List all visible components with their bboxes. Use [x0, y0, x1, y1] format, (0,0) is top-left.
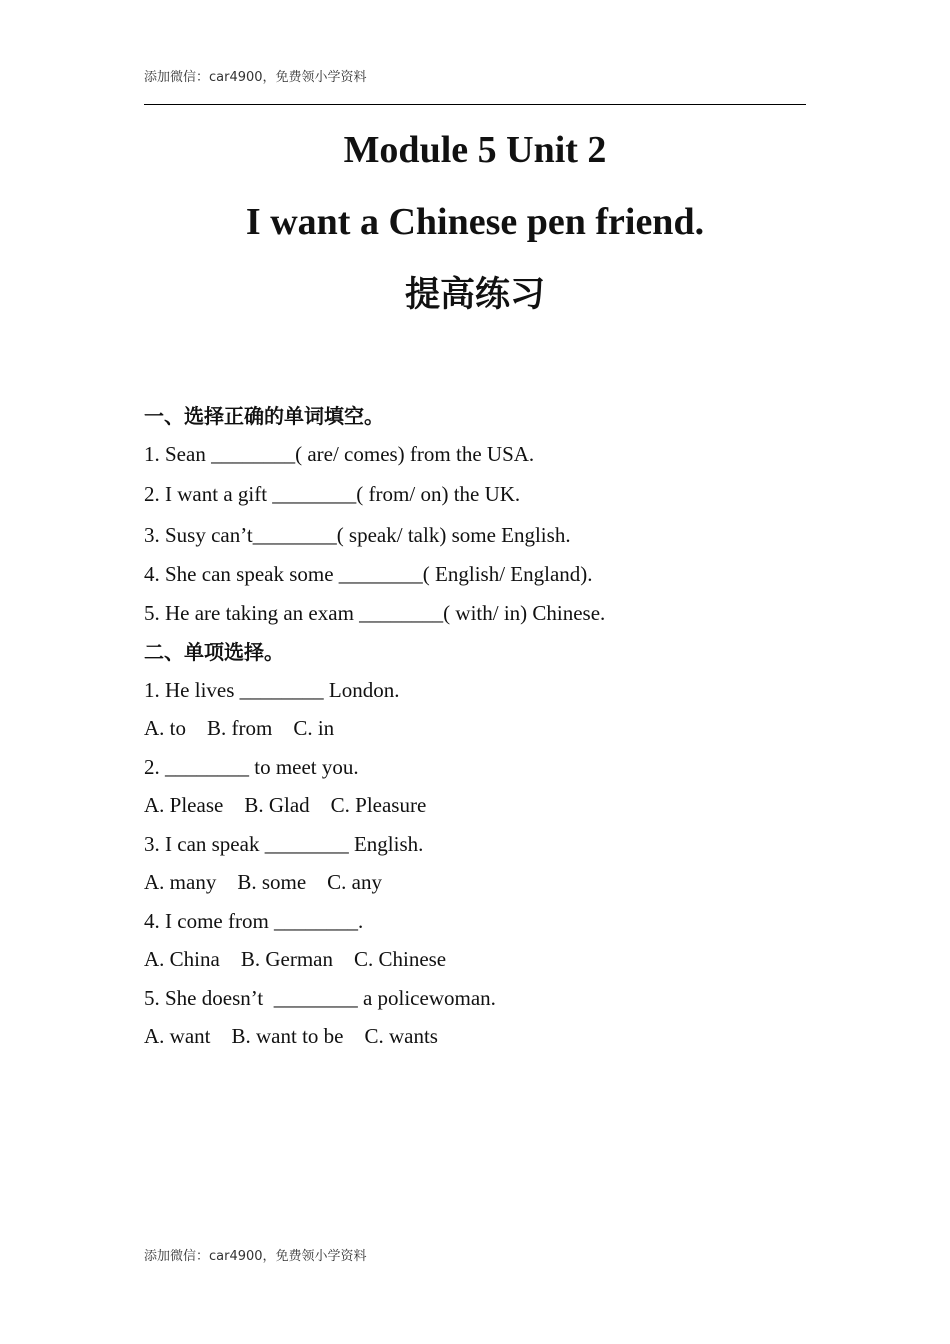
question-options: A. want B. want to be C. wants	[144, 1024, 438, 1048]
section1-heading: 一、选择正确的单词填空。	[144, 404, 384, 428]
section1-item: 3. Susy can’t________( speak/ talk) some English.	[144, 523, 571, 547]
title-unit: I want a Chinese pen friend.	[245, 201, 705, 243]
question-stem: 1. He lives ________ London.	[144, 678, 400, 702]
footer-note: 添加微信：car4900，免费领小学资料	[144, 1249, 367, 1264]
section1-item: 2. I want a gift ________( from/ on) the UK.	[144, 482, 521, 506]
header-rule	[144, 104, 806, 105]
question-stem: 3. I can speak ________ English.	[144, 832, 424, 856]
question-stem: 4. I come from ________.	[144, 909, 364, 933]
section1-item: 4. She can speak some ________( English/ England).	[144, 562, 593, 586]
header-note: 添加微信：car4900，免费领小学资料	[144, 70, 367, 85]
question-options: A. many B. some C. any	[144, 870, 382, 894]
section1-item: 1. Sean ________( are/ comes) from the USA.	[144, 442, 535, 466]
section1-item: 5. He are taking an exam ________( with/ in) Chinese.	[144, 601, 606, 625]
question-options: A. Please B. Glad C. Pleasure	[144, 793, 427, 817]
question-stem: 2. ________ to meet you.	[144, 755, 359, 779]
title-module: Module 5 Unit 2	[343, 129, 607, 171]
question-options: A. to B. from C. in	[144, 716, 335, 740]
section2-heading: 二、单项选择。	[144, 640, 284, 664]
question-stem: 5. She doesn’t ________ a policewoman.	[144, 986, 496, 1010]
question-options: A. China B. German C. Chinese	[144, 947, 447, 971]
title-practice: 提高练习	[404, 275, 545, 315]
